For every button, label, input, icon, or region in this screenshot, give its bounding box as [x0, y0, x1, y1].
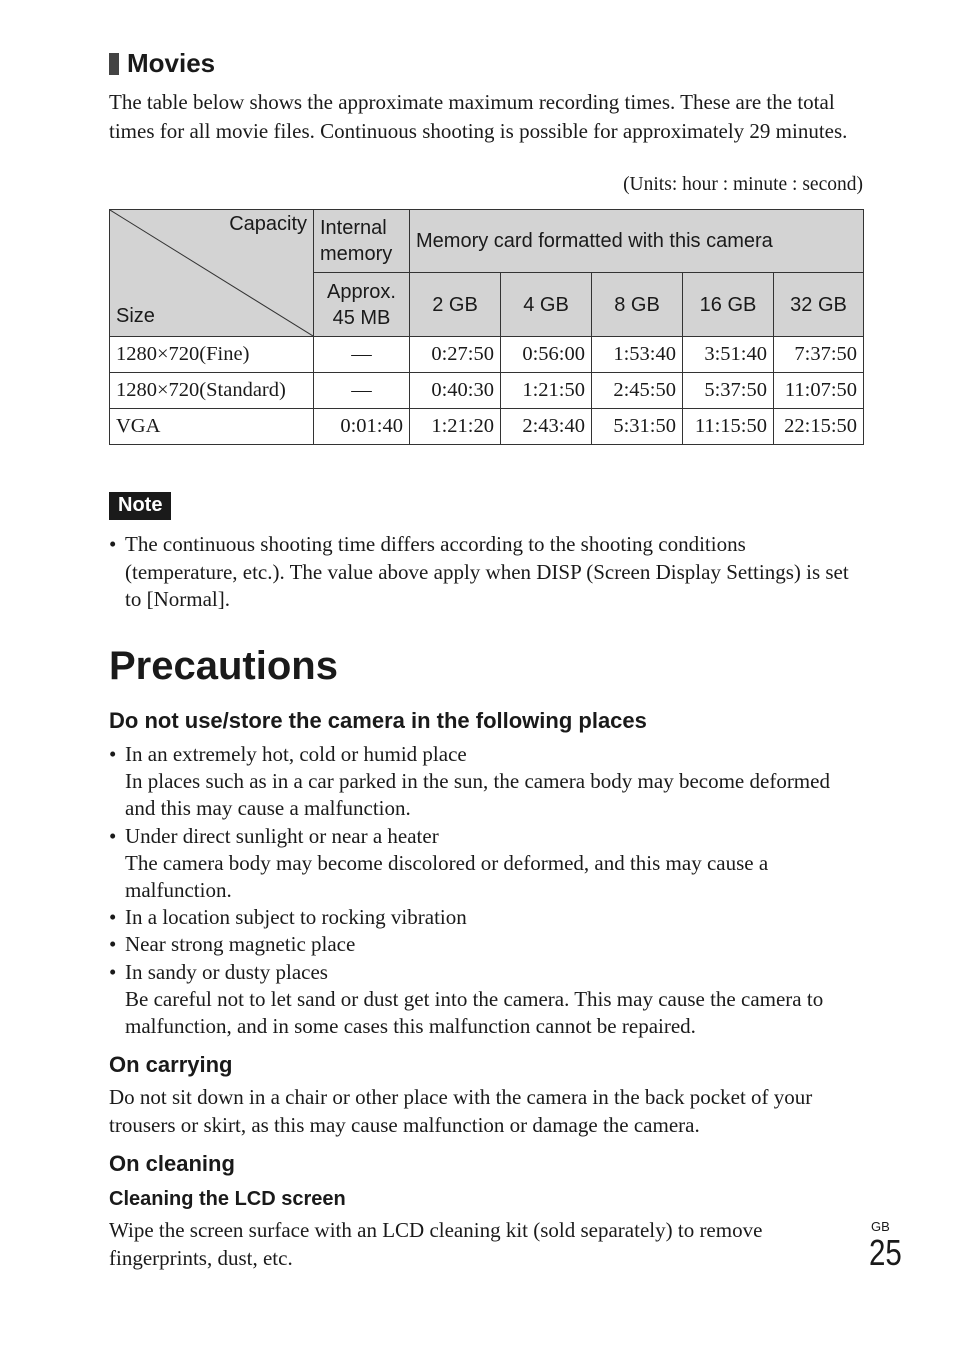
time-cell: 11:15:50 [683, 409, 774, 445]
capacity-label: Capacity [229, 213, 307, 235]
place-detail: The camera body may become discolored or deformed, and this may cause a malfunction. [125, 850, 769, 903]
movies-intro: The table below shows the approximate maximum recording times. These are the total times for all movie files. Continuous shooting is possible for approximately 29 minutes. [109, 90, 848, 143]
card-size-cell: 8 GB [592, 273, 683, 337]
place-title: • Near strong magnetic place [125, 932, 356, 957]
internal-capacity-cell: Approx. 45 MB [314, 273, 410, 337]
time-cell: 22:15:50 [774, 409, 864, 445]
table-row [110, 337, 864, 373]
time-cell: 1:21:50 [501, 373, 592, 409]
size-cell: VGA [110, 409, 314, 445]
internal-time-cell: — [314, 373, 410, 409]
place-title: • In a location subject to rocking vibration [125, 905, 467, 930]
card-size-cell: 16 GB [683, 273, 774, 337]
time-cell: 5:31:50 [592, 409, 683, 445]
list-item [109, 823, 863, 905]
list-item [109, 904, 863, 931]
page-region-label: GB [871, 1219, 890, 1234]
lcd-cleaning-heading: Cleaning the LCD screen [109, 1188, 346, 1210]
note-badge: Note [109, 492, 171, 520]
place-detail: In places such as in a car parked in the sun, the camera body may become deformed and this may cause a malfunction. [125, 769, 830, 821]
list-item [109, 959, 863, 1041]
movies-heading-text: Movies [127, 48, 216, 78]
time-cell: 5:37:50 [683, 373, 774, 409]
list-item [109, 741, 863, 823]
list-item [109, 931, 863, 958]
lcd-cleaning-text: Wipe the screen surface with an LCD cleaning kit (sold separately) to remove fingerprints, dust, etc. [109, 1218, 763, 1270]
note-list [109, 531, 863, 614]
place-title: • In an extremely hot, cold or humid place [125, 742, 467, 766]
internal-time-cell: — [314, 337, 410, 373]
place-title: • In sandy or dusty places [125, 959, 328, 984]
carrying-heading: On carrying [109, 1052, 233, 1077]
memory-card-header: Memory card formatted with this camera [410, 210, 864, 273]
time-cell: 0:27:50 [410, 337, 501, 373]
size-label: Size [116, 305, 155, 327]
time-cell: 2:43:40 [501, 409, 592, 445]
carrying-text: Do not sit down in a chair or other place with the camera in the back pocket of your trousers or skirt, as this may cause malfunction or damage the camera. [109, 1085, 813, 1137]
time-cell: 11:07:50 [774, 373, 864, 409]
place-detail: Be careful not to let sand or dust get into the camera. This may cause the camera to malfunction, and in some cases this malfunction cannot be repaired. [125, 986, 824, 1039]
internal-time-cell: 0:01:40 [314, 409, 410, 445]
internal-memory-header: Internal memory [314, 210, 410, 273]
time-cell: 7:37:50 [774, 337, 864, 373]
heading-marker-icon [109, 53, 119, 75]
capacity-size-header [110, 210, 314, 337]
places-heading: Do not use/store the camera in the following places [109, 708, 647, 733]
page-number: 25 [869, 1232, 902, 1273]
movies-heading [109, 48, 215, 79]
time-cell: 1:21:20 [410, 409, 501, 445]
table-row [110, 373, 864, 409]
card-size-cell: 2 GB [410, 273, 501, 337]
note-item: • The continuous shooting time differs according to the shooting conditions (temperature, etc.). The value above apply when DISP (Screen Display Settings) is set to [Normal]. [109, 531, 863, 614]
size-cell: 1280×720(Fine) [110, 337, 314, 373]
places-list [109, 741, 863, 1040]
size-cell: 1280×720(Standard) [110, 373, 314, 409]
time-cell: 1:53:40 [592, 337, 683, 373]
recording-time-table [109, 209, 864, 445]
time-cell: 0:40:30 [410, 373, 501, 409]
precautions-title: Precautions [109, 644, 338, 688]
cleaning-heading: On cleaning [109, 1151, 235, 1176]
card-size-cell: 4 GB [501, 273, 592, 337]
time-cell: 2:45:50 [592, 373, 683, 409]
card-size-cell: 32 GB [774, 273, 864, 337]
time-cell: 0:56:00 [501, 337, 592, 373]
table-row [110, 409, 864, 445]
units-note: (Units: hour : minute : second) [623, 174, 863, 195]
time-cell: 3:51:40 [683, 337, 774, 373]
place-title: • Under direct sunlight or near a heater [125, 823, 439, 848]
